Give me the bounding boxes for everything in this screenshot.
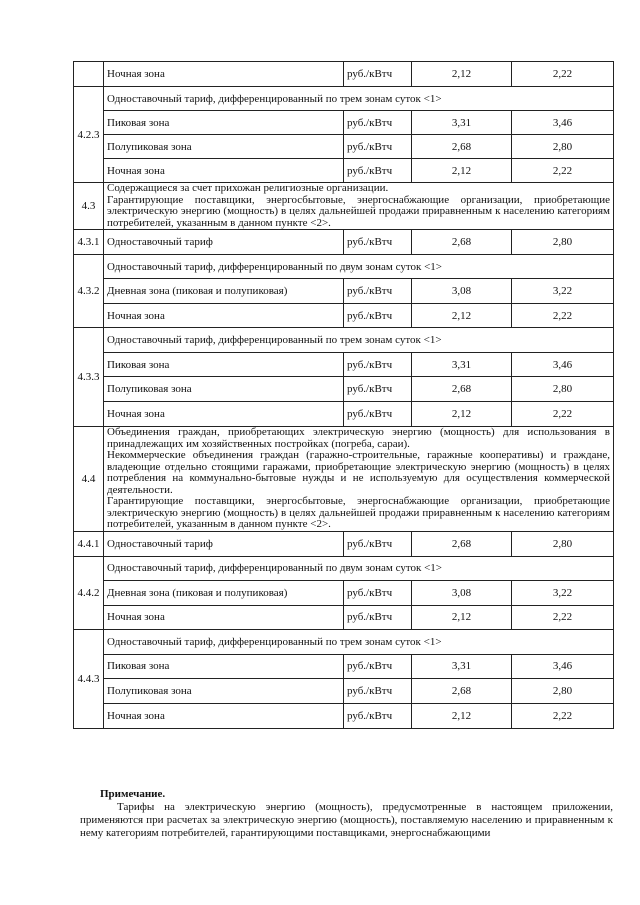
tariff-value-1: 3,31 xyxy=(412,353,512,377)
row-code: 4.3.3 xyxy=(74,328,104,427)
tariff-value-2: 3,22 xyxy=(512,580,614,605)
row-code: 4.3.1 xyxy=(74,230,104,255)
row-code: 4.4 xyxy=(74,427,104,532)
note-title: Примечание. xyxy=(100,788,166,800)
row-label: Ночная зона xyxy=(104,62,344,87)
row-label: Ночная зона xyxy=(104,605,344,629)
note-text: Тарифы на электрическую энергию (мощность), предусмотренные в настоящем приложении, применяются при расчетах за электрическую энергию (мощность), поставляемую населению и приравненным к нему категориям потребителей, гарантирующими поставщиками, энергоснабжающими xyxy=(80,801,613,839)
table-row xyxy=(74,427,614,532)
unit-cell: руб./кВтч xyxy=(344,159,412,183)
table-row xyxy=(74,279,614,304)
table-row xyxy=(74,255,614,279)
unit-cell: руб./кВтч xyxy=(344,279,412,304)
table-row xyxy=(74,111,614,135)
row-code: 4.4.1 xyxy=(74,531,104,556)
table-row xyxy=(74,654,614,678)
table-row xyxy=(74,159,614,183)
row-heading: Одноставочный тариф, дифференцированный по трем зонам суток <1> xyxy=(104,87,614,111)
tariff-value-1: 2,12 xyxy=(412,304,512,328)
unit-cell: руб./кВтч xyxy=(344,580,412,605)
tariff-value-2: 3,22 xyxy=(512,279,614,304)
tariff-value-2: 2,80 xyxy=(512,135,614,159)
tariff-value-2: 2,80 xyxy=(512,678,614,703)
tariff-value-2: 3,46 xyxy=(512,654,614,678)
table-row xyxy=(74,353,614,377)
row-code: 4.3.2 xyxy=(74,255,104,328)
category-description xyxy=(104,427,614,532)
description-paragraph: Гарантирующие поставщики, энергосбытовые, энергоснабжающие организации, приобретающие электрическую энергию (мощность) в целях дальнейшей продажи приравненным к населению категориям потребителей, указанным в данном пункте <2>. xyxy=(107,193,610,229)
row-label: Пиковая зона xyxy=(104,111,344,135)
table-row xyxy=(74,605,614,629)
tariff-value-2: 2,22 xyxy=(512,62,614,87)
row-code: 4.2.3 xyxy=(74,87,104,183)
table-row xyxy=(74,580,614,605)
tariff-table xyxy=(73,61,614,729)
unit-cell: руб./кВтч xyxy=(344,377,412,402)
row-code: 4.4.3 xyxy=(74,629,104,728)
tariff-value-1: 3,08 xyxy=(412,580,512,605)
table-row xyxy=(74,328,614,353)
tariff-value-1: 3,08 xyxy=(412,279,512,304)
unit-cell: руб./кВтч xyxy=(344,304,412,328)
tariff-value-1: 3,31 xyxy=(412,111,512,135)
row-heading: Одноставочный тариф, дифференцированный по двум зонам суток <1> xyxy=(104,255,614,279)
row-label: Пиковая зона xyxy=(104,654,344,678)
description-paragraph: Некоммерческие объединения граждан (гаражно-строительные, гаражные кооперативы) и граждане, владеющие отдельно стоящими гаражами, приобретающие электрическую энергию (мощность) в целях потребления на коммунально-бытовые нужды и не используемую для осуществления коммерческой деятельности. xyxy=(107,449,610,496)
description-paragraph: Содержащиеся за счет прихожан религиозные организации. xyxy=(107,182,389,194)
unit-cell: руб./кВтч xyxy=(344,654,412,678)
table-row xyxy=(74,531,614,556)
row-label: Одноставочный тариф xyxy=(104,531,344,556)
tariff-value-2: 2,22 xyxy=(512,703,614,728)
tariff-value-1: 2,12 xyxy=(412,402,512,427)
description-paragraph: Гарантирующие поставщики, энергосбытовые, энергоснабжающие организации, приобретающие электрическую энергию (мощность) в целях дальнейшей продажи приравненным к населению категориям потребителей, указанным в данном пункте <2>. xyxy=(107,495,610,530)
row-heading: Одноставочный тариф, дифференцированный по трем зонам суток <1> xyxy=(104,629,614,654)
row-label: Дневная зона (пиковая и полупиковая) xyxy=(104,580,344,605)
table-row xyxy=(74,402,614,427)
tariff-value-1: 2,68 xyxy=(412,135,512,159)
unit-cell: руб./кВтч xyxy=(344,353,412,377)
unit-cell: руб./кВтч xyxy=(344,678,412,703)
unit-cell: руб./кВтч xyxy=(344,62,412,87)
unit-cell: руб./кВтч xyxy=(344,531,412,556)
tariff-value-2: 3,46 xyxy=(512,111,614,135)
unit-cell: руб./кВтч xyxy=(344,230,412,255)
row-label: Ночная зона xyxy=(104,159,344,183)
table-row xyxy=(74,304,614,328)
row-code: 4.3 xyxy=(74,183,104,230)
row-label: Пиковая зона xyxy=(104,353,344,377)
row-label: Ночная зона xyxy=(104,402,344,427)
tariff-value-1: 2,68 xyxy=(412,377,512,402)
table-row xyxy=(74,62,614,87)
unit-cell: руб./кВтч xyxy=(344,402,412,427)
row-label: Ночная зона xyxy=(104,703,344,728)
tariff-value-2: 2,22 xyxy=(512,402,614,427)
row-code: 4.4.2 xyxy=(74,556,104,629)
unit-cell: руб./кВтч xyxy=(344,111,412,135)
unit-cell: руб./кВтч xyxy=(344,703,412,728)
table-row xyxy=(74,629,614,654)
tariff-value-1: 2,12 xyxy=(412,159,512,183)
tariff-value-1: 2,68 xyxy=(412,678,512,703)
tariff-value-2: 2,80 xyxy=(512,377,614,402)
unit-cell: руб./кВтч xyxy=(344,135,412,159)
tariff-value-1: 2,68 xyxy=(412,531,512,556)
table-row xyxy=(74,703,614,728)
tariff-value-1: 2,12 xyxy=(412,62,512,87)
table-row xyxy=(74,556,614,580)
tariff-value-2: 2,80 xyxy=(512,230,614,255)
row-label: Ночная зона xyxy=(104,304,344,328)
tariff-value-1: 2,68 xyxy=(412,230,512,255)
table-row xyxy=(74,230,614,255)
tariff-value-2: 2,22 xyxy=(512,605,614,629)
table-row xyxy=(74,135,614,159)
row-label: Дневная зона (пиковая и полупиковая) xyxy=(104,279,344,304)
row-label: Полупиковая зона xyxy=(104,678,344,703)
tariff-value-2: 3,46 xyxy=(512,353,614,377)
table-row xyxy=(74,377,614,402)
row-heading: Одноставочный тариф, дифференцированный по двум зонам суток <1> xyxy=(104,556,614,580)
row-label: Полупиковая зона xyxy=(104,377,344,402)
category-description xyxy=(104,183,614,230)
tariff-value-2: 2,22 xyxy=(512,304,614,328)
row-label: Полупиковая зона xyxy=(104,135,344,159)
tariff-value-1: 2,12 xyxy=(412,703,512,728)
table-row xyxy=(74,87,614,111)
tariff-value-2: 2,80 xyxy=(512,531,614,556)
unit-cell: руб./кВтч xyxy=(344,605,412,629)
tariff-value-2: 2,22 xyxy=(512,159,614,183)
description-paragraph: Объединения граждан, приобретающих электрическую энергию (мощность) для использования в принадлежащих им хозяйственных постройках (погреба, сараи). xyxy=(107,426,610,450)
note-section xyxy=(80,788,613,840)
row-heading: Одноставочный тариф, дифференцированный по трем зонам суток <1> xyxy=(104,328,614,353)
table-row xyxy=(74,678,614,703)
tariff-value-1: 2,12 xyxy=(412,605,512,629)
tariff-value-1: 3,31 xyxy=(412,654,512,678)
code-cell xyxy=(74,62,104,87)
row-label: Одноставочный тариф xyxy=(104,230,344,255)
table-row xyxy=(74,183,614,230)
